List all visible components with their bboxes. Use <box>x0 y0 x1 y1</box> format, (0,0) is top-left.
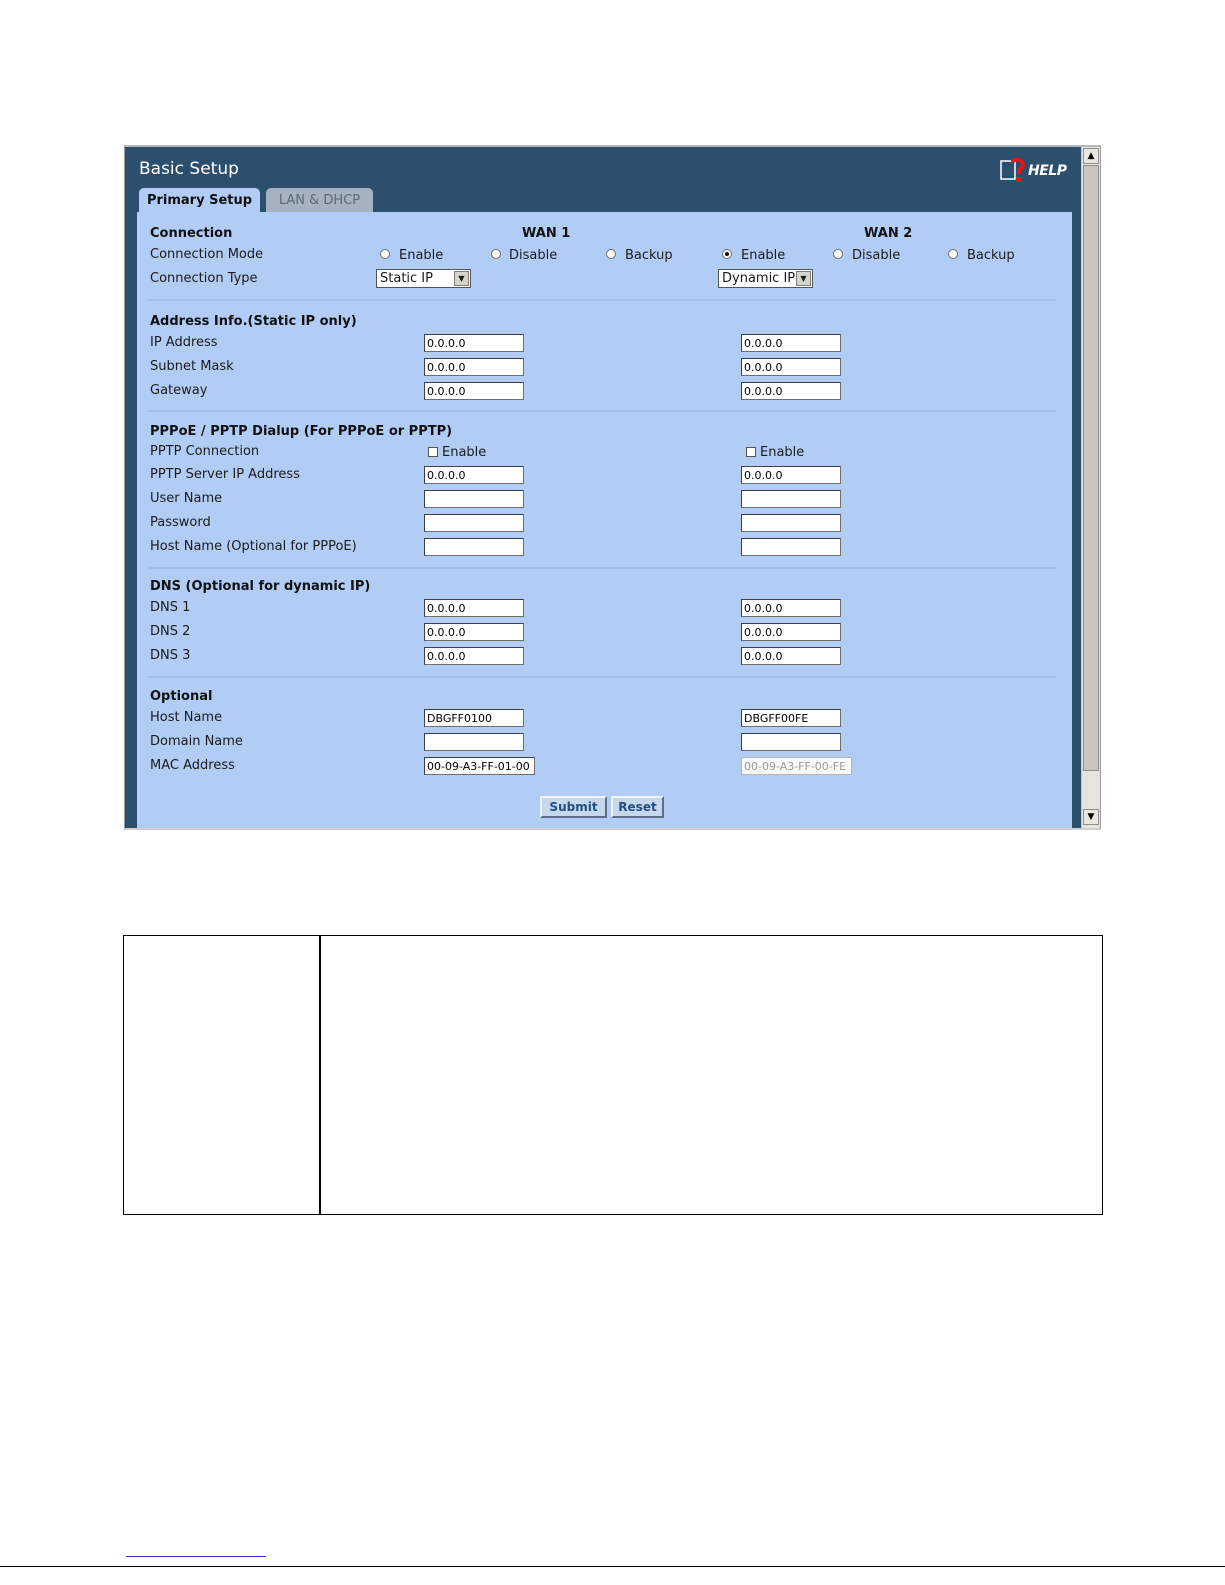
help-label: HELP <box>1028 163 1067 179</box>
page-bottom-rule <box>0 1566 1225 1567</box>
mac-address-label: MAC Address <box>150 758 235 773</box>
pptp-connection-label: PPTP Connection <box>150 444 260 459</box>
wan2-mode-disable-radio[interactable] <box>833 249 843 259</box>
reset-button[interactable]: Reset <box>611 796 664 818</box>
connection-mode-label: Connection Mode <box>150 247 264 262</box>
wan1-pptp-enable-checkbox[interactable] <box>428 447 438 457</box>
password-label: Password <box>150 515 211 530</box>
connection-type-label: Connection Type <box>150 271 258 286</box>
scroll-down-icon[interactable]: ▼ <box>1083 809 1099 825</box>
wan1-user-name-input[interactable] <box>424 490 524 508</box>
wan1-connection-type-value: Static IP <box>380 271 433 286</box>
tab-lan-dhcp[interactable]: LAN & DHCP <box>266 188 373 213</box>
wan1-connection-type-select[interactable] <box>376 269 471 288</box>
basic-setup-window <box>124 145 1101 830</box>
wan2-connection-type-select[interactable] <box>718 269 813 288</box>
wan1-subnet-mask-input[interactable] <box>424 358 524 376</box>
wan1-pppoe-host-name-input[interactable] <box>424 538 524 556</box>
wan2-mode-backup-label: Backup <box>967 248 1015 263</box>
wan2-mode-backup-radio[interactable] <box>948 249 958 259</box>
vertical-scrollbar[interactable] <box>1081 147 1100 828</box>
wan1-mac-address-input[interactable] <box>424 757 535 775</box>
section-divider <box>148 567 1056 569</box>
wan2-pptp-enable-label: Enable <box>760 445 805 460</box>
pptp-server-ip-label: PPTP Server IP Address <box>150 467 300 482</box>
user-name-label: User Name <box>150 491 223 506</box>
section-divider <box>148 410 1056 412</box>
chevron-down-icon[interactable]: ▼ <box>454 271 469 286</box>
wan1-host-name-input[interactable] <box>424 709 524 727</box>
wan1-password-input[interactable] <box>424 514 524 532</box>
wan2-pptp-enable-checkbox[interactable] <box>746 447 756 457</box>
wan1-pptp-enable-label: Enable <box>442 445 487 460</box>
scrollbar-thumb[interactable] <box>1083 165 1099 771</box>
tab-primary-setup[interactable]: Primary Setup <box>139 188 260 214</box>
chevron-down-icon[interactable]: ▼ <box>796 271 811 286</box>
wan2-mode-enable-label: Enable <box>741 248 786 263</box>
submit-button[interactable]: Submit <box>540 796 607 818</box>
help-button[interactable] <box>1000 157 1070 185</box>
wan1-mode-disable-label: Disable <box>509 248 558 263</box>
wan1-mode-enable-label: Enable <box>399 248 444 263</box>
host-name-label: Host Name <box>150 710 223 725</box>
wan2-domain-name-input[interactable] <box>741 733 841 751</box>
primary-setup-panel <box>137 212 1072 830</box>
gateway-label: Gateway <box>150 383 208 398</box>
pppoe-section-title: PPPoE / PPTP Dialup (For PPPoE or PPTP) <box>150 424 453 439</box>
wan2-user-name-input[interactable] <box>741 490 841 508</box>
section-divider <box>148 676 1056 678</box>
optional-section-title: Optional <box>150 689 213 704</box>
wan1-mode-disable-radio[interactable] <box>491 249 501 259</box>
table-column-divider <box>319 936 321 1214</box>
wan1-ip-address-input[interactable] <box>424 334 524 352</box>
section-divider <box>148 299 1056 301</box>
wan1-header: WAN 1 <box>522 226 571 241</box>
wan1-dns2-input[interactable] <box>424 623 524 641</box>
help-icon <box>1000 157 1030 185</box>
address-info-section-title: Address Info.(Static IP only) <box>150 314 357 329</box>
connection-section-title: Connection <box>150 226 233 241</box>
wan1-mode-enable-radio[interactable] <box>380 249 390 259</box>
wan2-header: WAN 2 <box>864 226 913 241</box>
wan2-password-input[interactable] <box>741 514 841 532</box>
domain-name-label: Domain Name <box>150 734 243 749</box>
wan2-dns3-input[interactable] <box>741 647 841 665</box>
wan1-domain-name-input[interactable] <box>424 733 524 751</box>
wan2-pptp-server-ip-input[interactable] <box>741 466 841 484</box>
wan1-pptp-server-ip-input[interactable] <box>424 466 524 484</box>
pppoe-host-name-label: Host Name (Optional for PPPoE) <box>150 539 357 554</box>
dns-section-title: DNS (Optional for dynamic IP) <box>150 579 371 594</box>
wan2-subnet-mask-input[interactable] <box>741 358 841 376</box>
wan2-pppoe-host-name-input[interactable] <box>741 538 841 556</box>
page-title: Basic Setup <box>139 159 239 179</box>
wan2-dns1-input[interactable] <box>741 599 841 617</box>
dns1-label: DNS 1 <box>150 600 191 615</box>
dns2-label: DNS 2 <box>150 624 191 639</box>
subnet-mask-label: Subnet Mask <box>150 359 234 374</box>
ip-address-label: IP Address <box>150 335 218 350</box>
wan2-mode-enable-radio[interactable] <box>722 249 732 259</box>
wan2-mode-disable-label: Disable <box>852 248 901 263</box>
wan2-gateway-input[interactable] <box>741 382 841 400</box>
wan1-mode-backup-label: Backup <box>625 248 673 263</box>
scroll-up-icon[interactable]: ▲ <box>1083 148 1099 164</box>
footnote-rule <box>126 1556 266 1557</box>
wan1-dns3-input[interactable] <box>424 647 524 665</box>
wan2-host-name-input[interactable] <box>741 709 841 727</box>
dns3-label: DNS 3 <box>150 648 191 663</box>
wan2-ip-address-input[interactable] <box>741 334 841 352</box>
wan1-dns1-input[interactable] <box>424 599 524 617</box>
wan2-mac-address-input <box>741 757 852 775</box>
wan1-mode-backup-radio[interactable] <box>606 249 616 259</box>
wan1-gateway-input[interactable] <box>424 382 524 400</box>
wan2-dns2-input[interactable] <box>741 623 841 641</box>
description-table <box>123 935 1103 1215</box>
wan2-connection-type-value: Dynamic IP <box>722 271 796 286</box>
